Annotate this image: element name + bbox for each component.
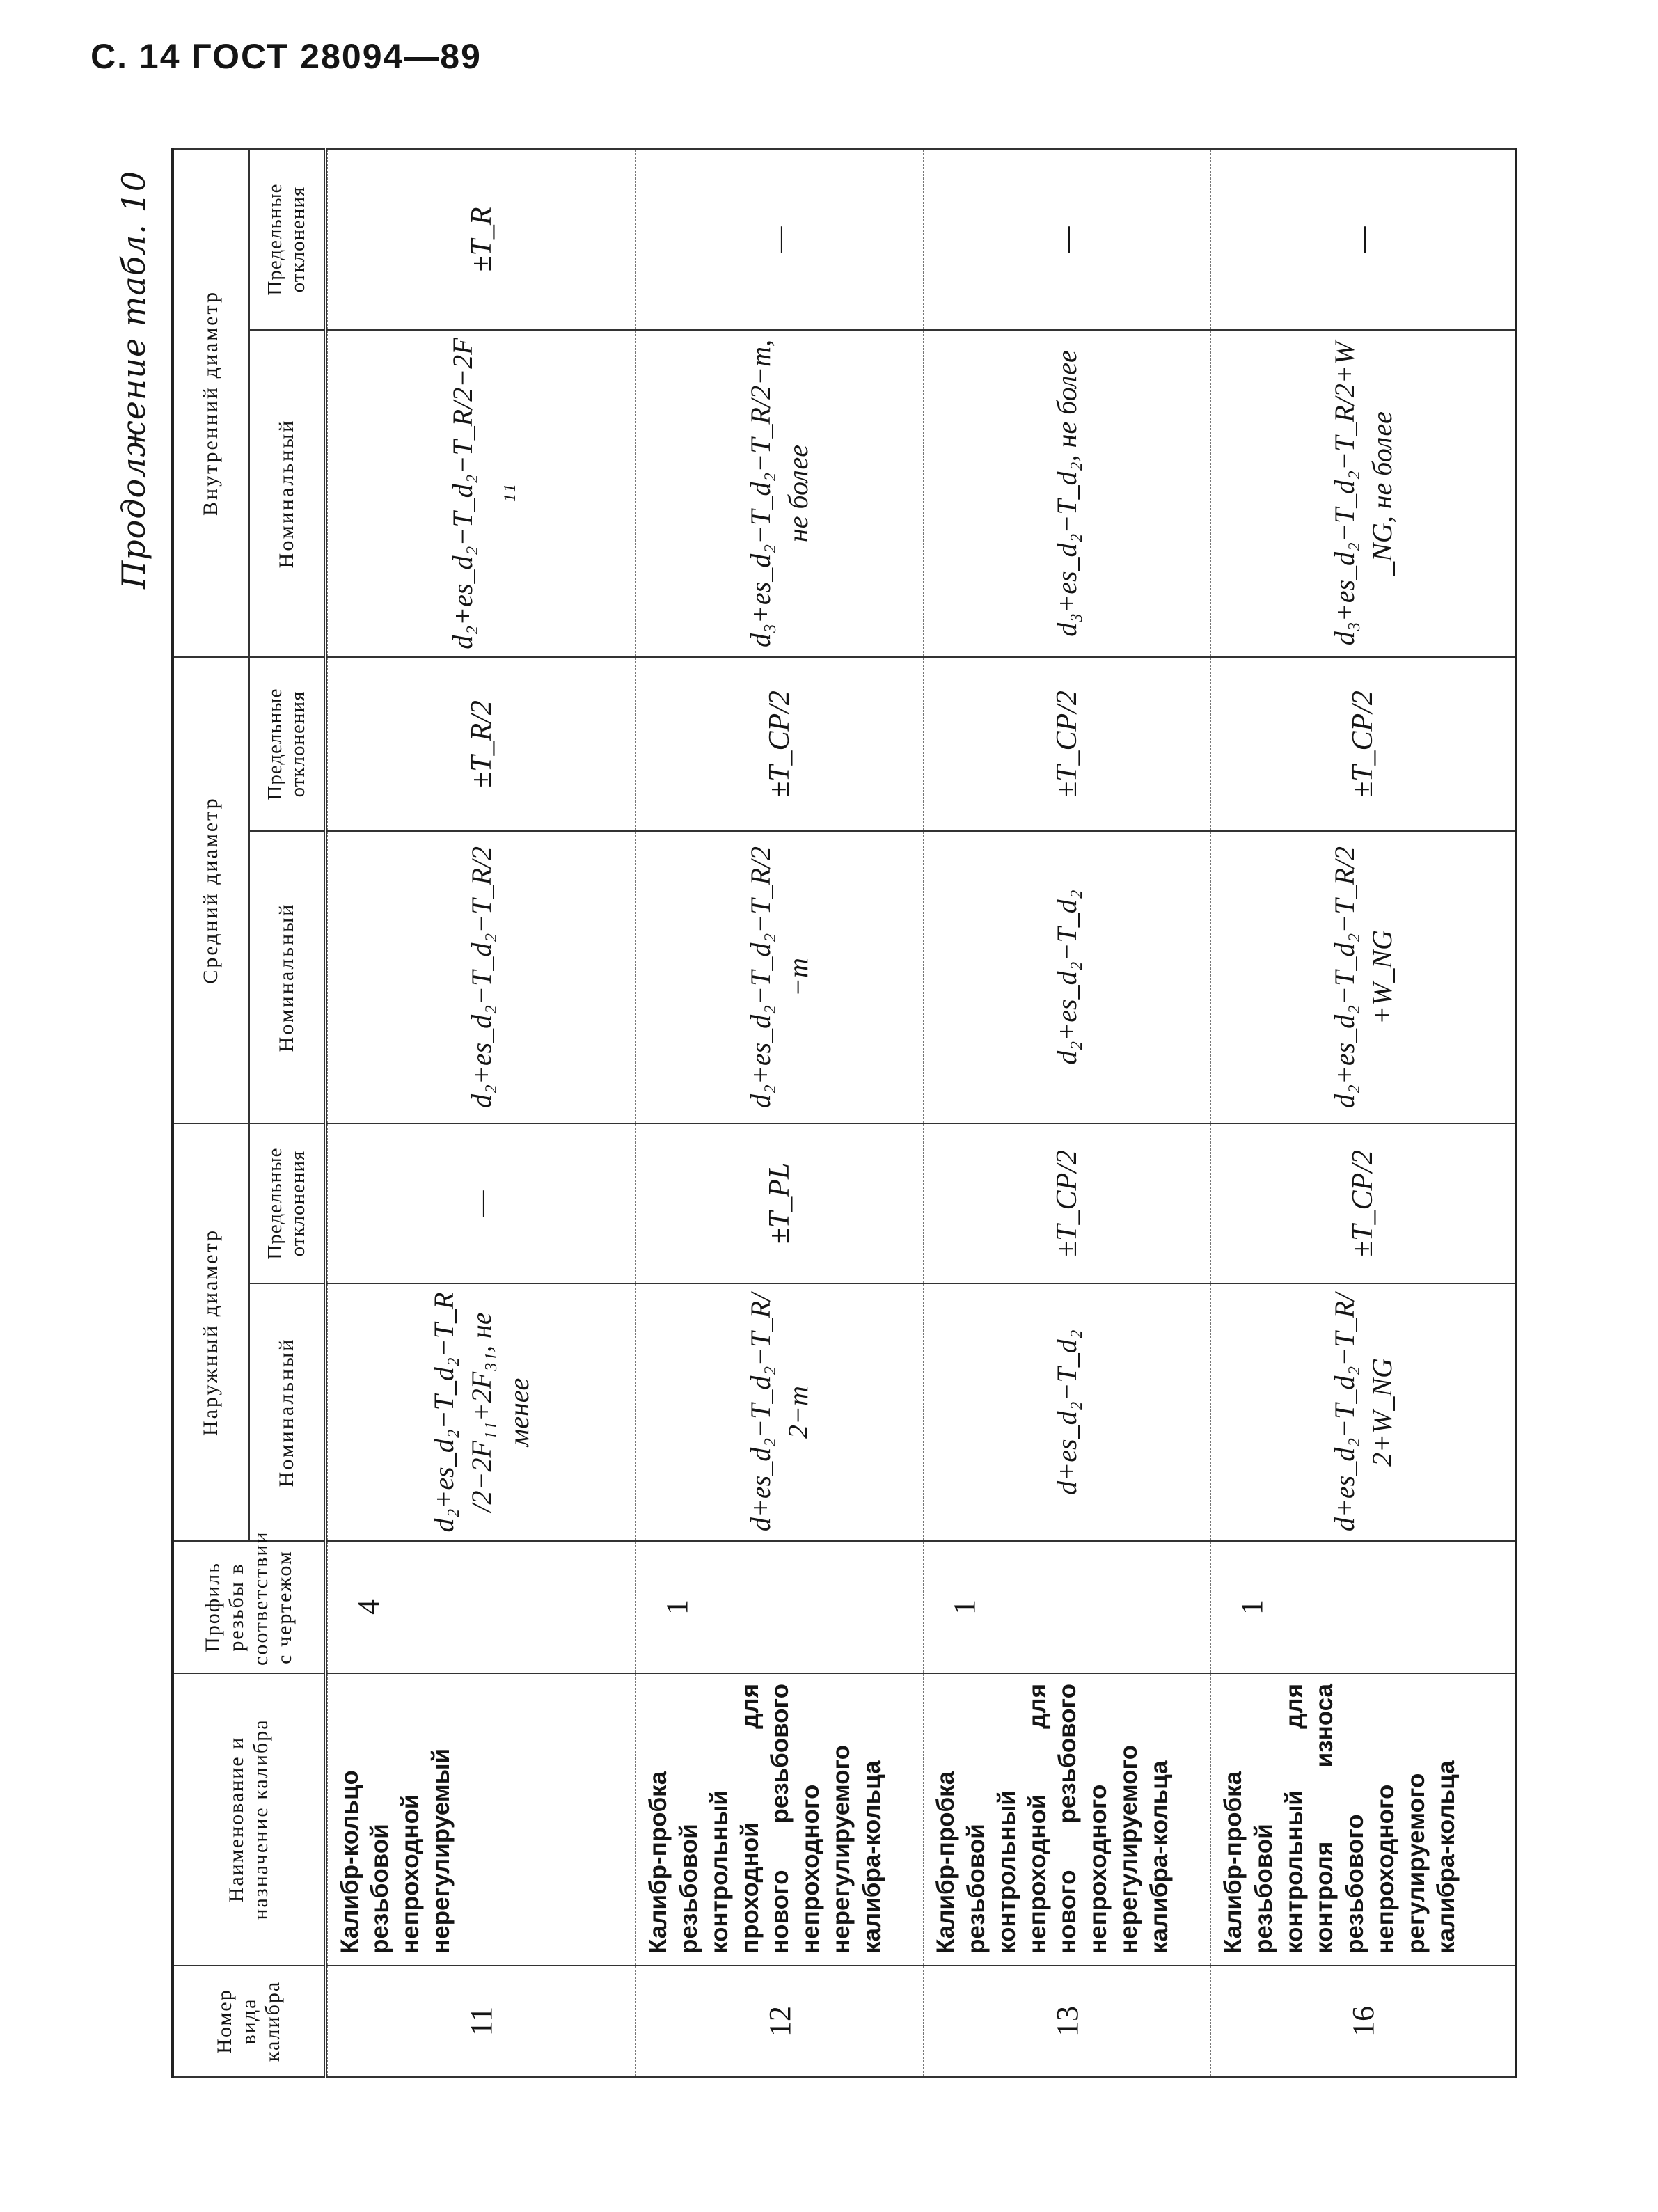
table-row [924, 149, 1211, 2077]
cell-profile: 1 [636, 1541, 924, 1673]
cell-gauge-number: 13 [924, 1966, 1211, 2077]
cell-inner-nominal: d₃+es_d₂−T_d₂−T_R/2−m, не более [636, 330, 924, 657]
header-middle-diameter: Средний диаметр [173, 657, 249, 1123]
gauge-table [171, 148, 1517, 2078]
cell-gauge-name: Калибр-кольцо резьбовой непроходной нерегулируемый [327, 1673, 636, 1966]
cell-inner-nominal: d₃+es_d₂−T_d₂, не более [924, 330, 1211, 657]
header-profile: Профиль резьбы в соответствии с чертежом [173, 1541, 326, 1673]
cell-middle-deviation: ±T_R/2 [327, 657, 636, 831]
table-row [636, 149, 924, 2077]
table-row [327, 149, 636, 2077]
cell-middle-nominal: d₂+es_d₂−T_d₂−T_R/2+W_NG [1211, 831, 1517, 1123]
cell-profile: 1 [924, 1541, 1211, 1673]
cell-inner-nominal: d₂+es_d₂−T_d₂−T_R/2−2F₁₁ [327, 330, 636, 657]
cell-gauge-name: Калибр-пробка резьбовой контрольный непроходной для нового резьбового непроходного нерегулируемого калибра-кольца [924, 1673, 1211, 1966]
cell-inner-deviation: — [636, 149, 924, 330]
cell-outer-deviation: ±T_PL [636, 1123, 924, 1283]
cell-middle-deviation: ±T_CP/2 [924, 657, 1211, 831]
table-row [1211, 149, 1517, 2077]
cell-inner-nominal: d₃+es_d₂−T_d₂−T_R/2+W_NG, не более [1211, 330, 1517, 657]
cell-gauge-name: Калибр-пробка резьбовой контрольный для контроля износа резьбового непроходного регулируемого калибра-кольца [1211, 1673, 1517, 1966]
page-header: С. 14 ГОСТ 28094—89 [90, 37, 482, 76]
header-outer-deviations: Предельные отклонения [249, 1123, 326, 1283]
cell-gauge-name: Калибр-пробка резьбовой контрольный проходной для нового резьбового непроходного нерегулируемого калибра-кольца [636, 1673, 924, 1966]
cell-profile: 1 [1211, 1541, 1517, 1673]
header-inner-deviations: Предельные отклонения [249, 149, 326, 330]
cell-inner-deviation: — [1211, 149, 1517, 330]
header-middle-deviations: Предельные отклонения [249, 657, 326, 831]
cell-outer-nominal: d₂+es_d₂−T_d₂−T_R/2−2F₁₁+2F₃₁, не менее [327, 1283, 636, 1541]
rotated-table-container [115, 150, 1517, 2078]
header-inner-diameter: Внутренний диаметр [173, 149, 249, 657]
cell-outer-deviation: ±T_CP/2 [924, 1123, 1211, 1283]
cell-inner-deviation: — [924, 149, 1211, 330]
header-gauge-number: Номер вида калибра [173, 1966, 326, 2077]
cell-middle-deviation: ±T_CP/2 [636, 657, 924, 831]
header-gauge-name: Наименование и назначение калибра [173, 1673, 326, 1966]
cell-outer-deviation: — [327, 1123, 636, 1283]
cell-middle-nominal: d₂+es_d₂−T_d₂ [924, 831, 1211, 1123]
cell-gauge-number: 12 [636, 1966, 924, 2077]
cell-middle-deviation: ±T_CP/2 [1211, 657, 1517, 831]
table-caption: Продолжение табл. 10 [115, 171, 152, 589]
cell-outer-deviation: ±T_CP/2 [1211, 1123, 1517, 1283]
header-inner-nominal: Номинальный [249, 330, 326, 657]
cell-outer-nominal: d+es_d₂−T_d₂−T_R/2+W_NG [1211, 1283, 1517, 1541]
header-outer-nominal: Номинальный [249, 1283, 326, 1541]
cell-middle-nominal: d₂+es_d₂−T_d₂−T_R/2 [327, 831, 636, 1123]
header-outer-diameter: Наружный диаметр [173, 1123, 249, 1541]
cell-outer-nominal: d+es_d₂−T_d₂−T_R/2−m [636, 1283, 924, 1541]
cell-gauge-number: 11 [327, 1966, 636, 2077]
cell-inner-deviation: ±T_R [327, 149, 636, 330]
header-middle-nominal: Номинальный [249, 831, 326, 1123]
cell-outer-nominal: d+es_d₂−T_d₂ [924, 1283, 1211, 1541]
cell-gauge-number: 16 [1211, 1966, 1517, 2077]
cell-middle-nominal: d₂+es_d₂−T_d₂−T_R/2−m [636, 831, 924, 1123]
cell-profile: 4 [327, 1541, 636, 1673]
